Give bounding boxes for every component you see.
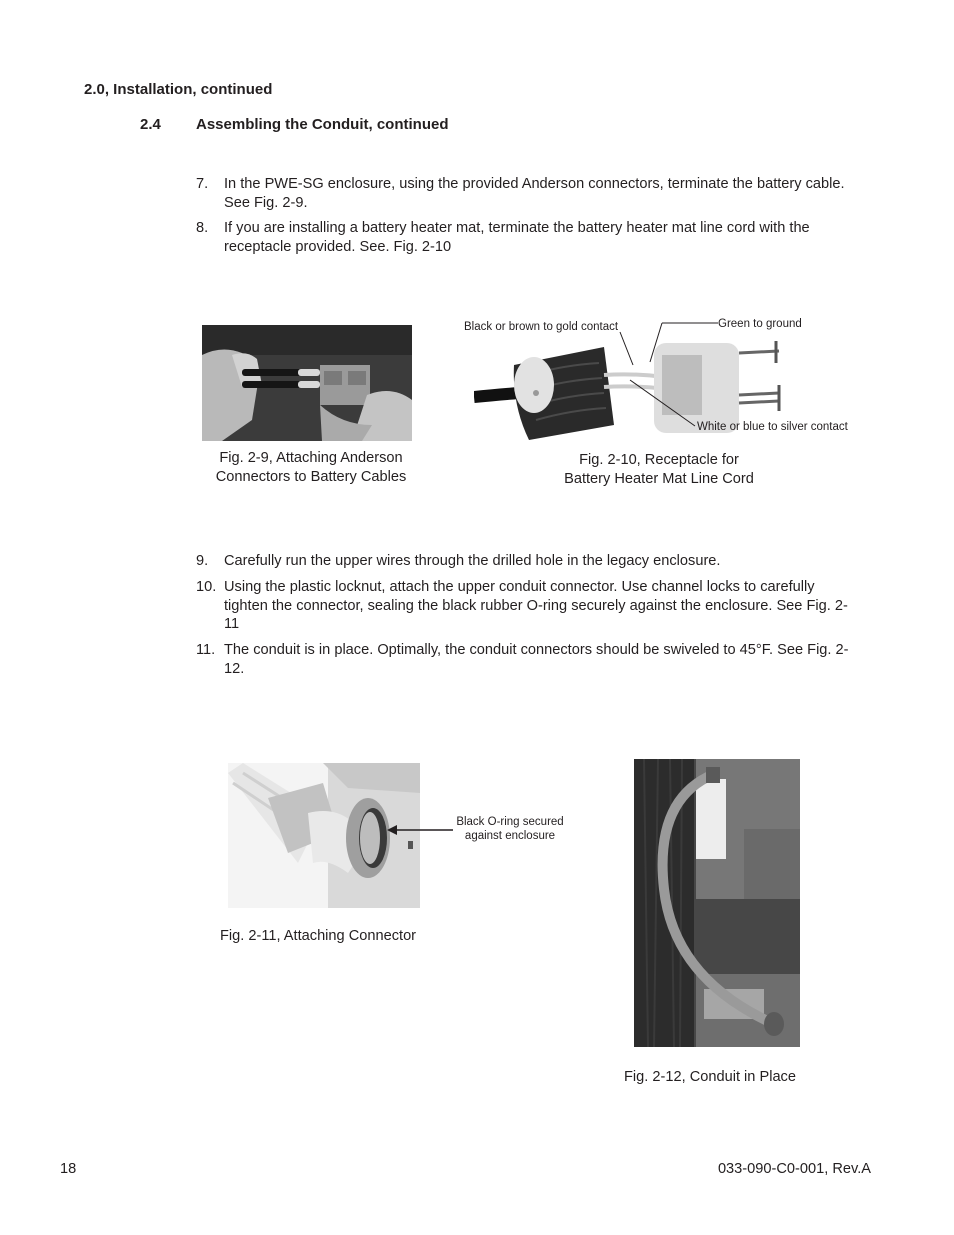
caption-line: Battery Heater Mat Line Cord — [564, 471, 754, 487]
callout-o-ring — [452, 815, 568, 843]
step-number: 11. — [196, 642, 216, 658]
document-id: 033-090-C0-001, Rev.A — [717, 1161, 871, 1177]
fig-2-12-caption: Fig. 2-12, Conduit in Place — [624, 1069, 796, 1085]
step-text: In the PWE-SG enclosure, using the provided Anderson connectors, terminate the battery cable. See Fig. 2-9. — [224, 176, 845, 211]
section-heading: 2.0, Installation, continued — [84, 81, 273, 98]
step-text: The conduit is in place. Optimally, the conduit connectors should be swiveled to 45°F. See Fig. 2-12. — [224, 642, 849, 677]
caption-line: Fig. 2-9, Attaching Anderson — [219, 450, 403, 466]
step-8 — [196, 219, 856, 259]
callout-white-blue: White or blue to silver contact — [697, 421, 848, 433]
caption-line: Connectors to Battery Cables — [215, 469, 407, 485]
step-number: 7. — [196, 176, 209, 192]
callout-line: Black O-ring secured — [456, 816, 564, 828]
fig-2-9-photo — [202, 325, 412, 441]
callout-line: against enclosure — [464, 830, 556, 842]
step-text: Carefully run the upper wires through the drilled hole in the legacy enclosure. — [224, 553, 721, 569]
caption-line: Fig. 2-10, Receptacle for — [579, 452, 739, 468]
step-number: 9. — [196, 553, 209, 569]
fig-2-10-caption — [534, 451, 784, 489]
subsection-title: Assembling the Conduit, continued — [196, 116, 449, 133]
step-7 — [196, 175, 856, 215]
fig-2-11-caption: Fig. 2-11, Attaching Connector — [220, 928, 417, 944]
subsection-number: 2.4 — [140, 116, 161, 133]
fig-2-12-photo — [634, 759, 800, 1047]
step-number: 10. — [196, 579, 217, 595]
callout-green: Green to ground — [718, 318, 802, 330]
callout-black-brown: Black or brown to gold contact — [464, 321, 619, 333]
page-number: 18 — [60, 1161, 77, 1177]
step-text: Using the plastic locknut, attach the upper conduit connector. Use channel locks to carefully tighten the connector, sealing the black rubber O-ring securely against the enclosure. See Fig. 2-11 — [224, 579, 848, 633]
fig-2-9-caption — [196, 449, 426, 487]
step-10 — [196, 578, 856, 636]
fig-2-11-arrow — [385, 822, 455, 838]
step-9 — [196, 552, 856, 572]
step-text: If you are installing a battery heater mat, terminate the battery heater mat line cord with the receptacle provided. See. Fig. 2-10 — [224, 220, 810, 255]
step-11 — [196, 641, 856, 681]
step-number: 8. — [196, 220, 209, 236]
